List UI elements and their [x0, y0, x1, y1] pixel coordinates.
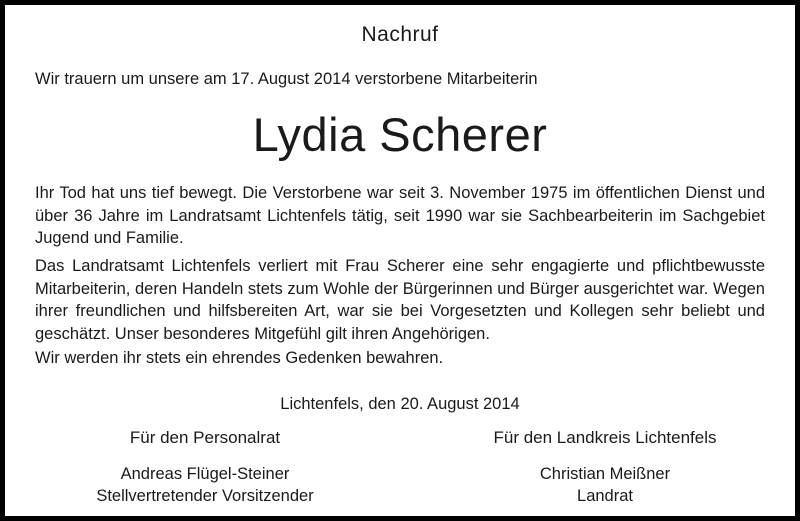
paragraph-career: Ihr Tod hat uns tief bewegt. Die Verstorbene war seit 3. November 1975 im öffentlichen Dienst und über 36 Jahre im Landratsamt Lichtenfels tätig, seit 1990 war sie Sachbearbeiterin im Sachgebiet Jugend und Familie.: [35, 184, 765, 247]
signatory-block-personalrat: [35, 427, 375, 507]
place-date-line: Lichtenfels, den 20. August 2014: [280, 395, 520, 413]
paragraph-tribute: Das Landratsamt Lichtenfels verliert mit Frau Scherer eine sehr engagierte und pflichtbewusste Mitarbeiterin, deren Handeln stets zum Wohle der Bürgerinnen und Bürger ausgerichtet war. Wegen ihrer freundlichen und hilfsbereiten Art, war sie bei Vorgesetzten und Kollegen sehr beliebt und geschätzt. Unser besonderes Mitgefühl gilt ihren Angehörigen.: [35, 257, 765, 343]
signatory-role: Landrat: [577, 487, 633, 505]
signatory-name: Christian Meißner: [539, 465, 671, 483]
signatory-name: Andreas Flügel-Steiner: [120, 465, 290, 483]
signatory-block-landkreis: [435, 427, 775, 507]
intro-line: Wir trauern um unsere am 17. August 2014 verstorbene Mitarbeiterin: [35, 70, 538, 88]
signatory-role: Stellvertretender Vorsitzender: [96, 487, 314, 505]
paragraph-remembrance: Wir werden ihr stets ein ehrendes Gedenken bewahren.: [35, 349, 444, 367]
notice-heading: Nachruf: [361, 23, 439, 46]
signatory-org: Für den Personalrat: [129, 428, 281, 447]
deceased-name: Lydia Scherer: [252, 108, 548, 161]
signatory-org: Für den Landkreis Lichtenfels: [493, 428, 717, 447]
